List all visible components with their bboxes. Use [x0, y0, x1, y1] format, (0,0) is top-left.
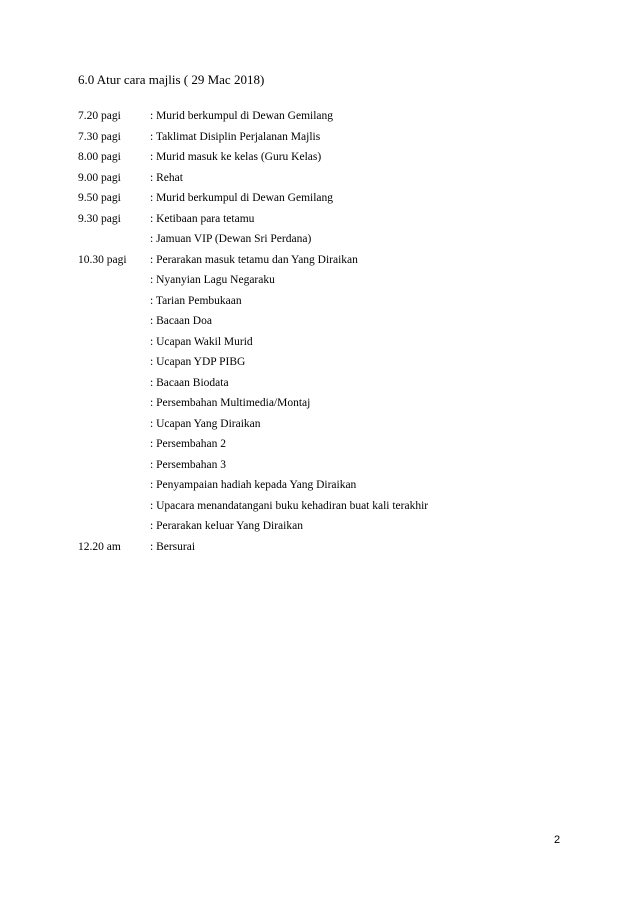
schedule-activity: : Murid berkumpul di Dewan Gemilang — [150, 110, 334, 122]
schedule-activity: : Bacaan Doa — [150, 315, 212, 327]
schedule-activity: : Murid berkumpul di Dewan Gemilang — [150, 192, 334, 204]
schedule-activity: : Ketibaan para tetamu — [150, 212, 255, 225]
schedule-activity: : Jamuan VIP (Dewan Sri Perdana) — [150, 233, 312, 245]
schedule-activity: : Rehat — [150, 171, 183, 184]
schedule-activity: : Persembahan 3 — [150, 458, 227, 471]
schedule-row — [78, 191, 578, 212]
schedule-row — [78, 499, 578, 520]
schedule-activity: : Ucapan YDP PIBG — [150, 356, 246, 368]
schedule-row — [78, 417, 578, 438]
schedule-row — [78, 314, 578, 335]
schedule-row — [78, 458, 578, 479]
schedule-activity: : Tarian Pembukaan — [150, 294, 242, 307]
schedule-time: 12.20 am — [78, 540, 121, 553]
schedule-row — [78, 396, 578, 417]
page-number: 2 — [554, 834, 561, 846]
schedule-row — [78, 232, 578, 253]
schedule-row — [78, 253, 578, 274]
schedule-row — [78, 478, 578, 499]
schedule-activity: : Persembahan Multimedia/Montaj — [150, 397, 311, 409]
schedule-activity: : Ucapan Wakil Murid — [150, 335, 253, 348]
schedule-row — [78, 109, 578, 130]
schedule-activity: : Perarakan keluar Yang Diraikan — [150, 520, 303, 532]
schedule-list — [78, 109, 578, 560]
schedule-time: 9.00 pagi — [78, 171, 121, 184]
schedule-activity: : Penyampaian hadiah kepada Yang Diraikan — [150, 479, 357, 491]
schedule-activity: : Persembahan 2 — [150, 438, 227, 450]
schedule-row — [78, 273, 578, 294]
schedule-row — [78, 437, 578, 458]
schedule-time: 10.30 pagi — [78, 253, 127, 266]
schedule-activity: : Perarakan masuk tetamu dan Yang Diraikan — [150, 253, 358, 266]
schedule-row — [78, 335, 578, 356]
schedule-time: 7.20 pagi — [78, 110, 121, 122]
schedule-row — [78, 376, 578, 397]
schedule-row — [78, 355, 578, 376]
schedule-activity: : Bacaan Biodata — [150, 376, 229, 389]
schedule-time: 7.30 pagi — [78, 130, 121, 143]
schedule-activity: : Bersurai — [150, 540, 196, 553]
schedule-row — [78, 519, 578, 540]
section-title: 6.0 Atur cara majlis ( 29 Mac 2018) — [78, 72, 265, 87]
schedule-activity: : Upacara menandatangani buku kehadiran buat kali terakhir — [150, 499, 429, 512]
schedule-time: 9.50 pagi — [78, 192, 121, 204]
schedule-row — [78, 171, 578, 192]
schedule-time: 9.30 pagi — [78, 212, 121, 225]
schedule-activity: : Taklimat Disiplin Perjalanan Majlis — [150, 130, 321, 143]
schedule-row — [78, 212, 578, 233]
schedule-row — [78, 294, 578, 315]
schedule-activity: : Murid masuk ke kelas (Guru Kelas) — [150, 151, 322, 163]
schedule-row — [78, 540, 578, 561]
schedule-time: 8.00 pagi — [78, 151, 121, 163]
schedule-row — [78, 150, 578, 171]
schedule-row — [78, 130, 578, 151]
schedule-activity: : Nyanyian Lagu Negaraku — [150, 274, 275, 286]
schedule-activity: : Ucapan Yang Diraikan — [150, 417, 261, 430]
